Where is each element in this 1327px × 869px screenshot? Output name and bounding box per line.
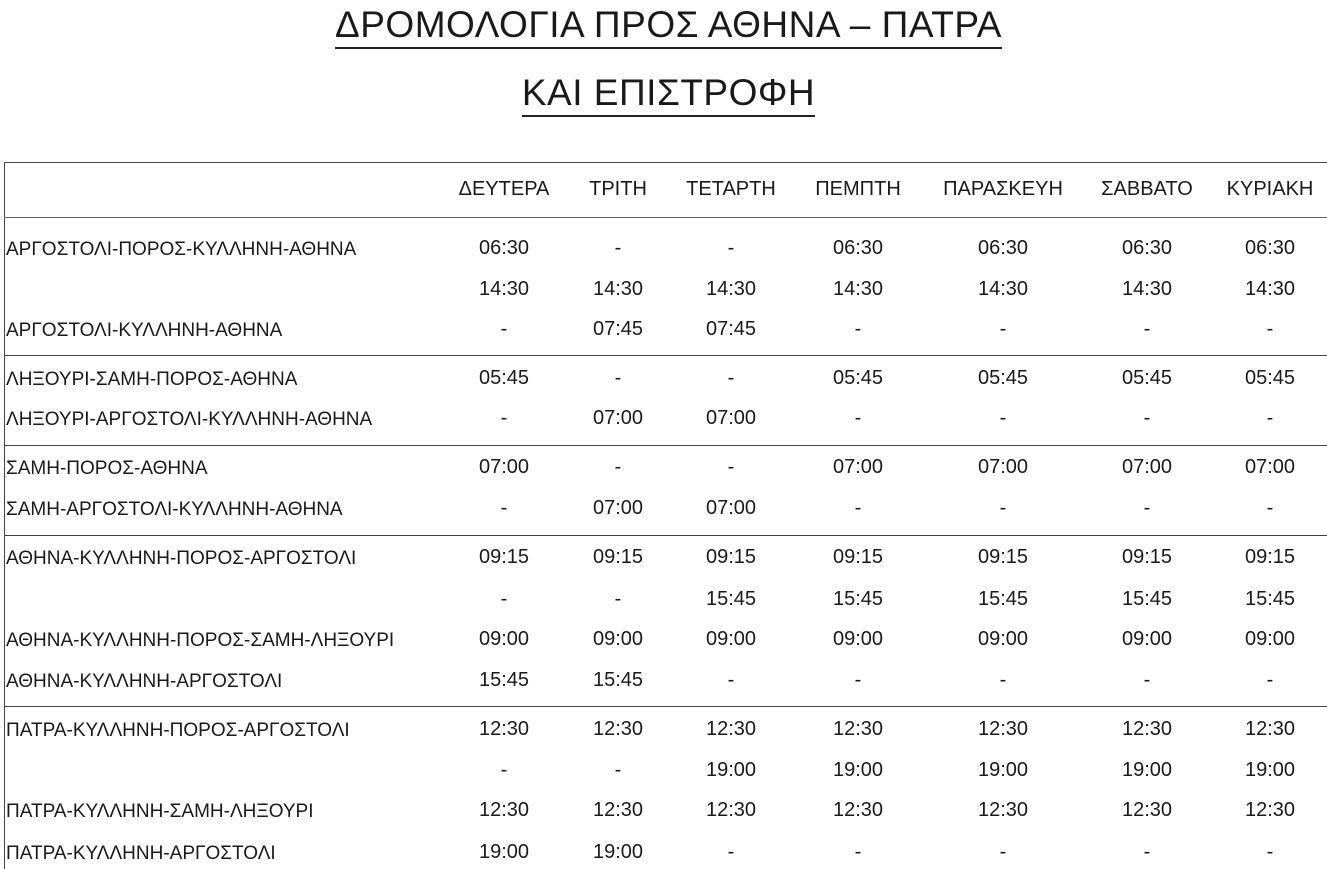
route-label: ΑΡΓΟΣΤΟΛΙ-ΚΥΛΛΗΝΗ-ΑΘΗΝΑ [6, 320, 283, 341]
time-cell: 12:30 [1244, 718, 1296, 740]
time-cell: 06:30 [832, 237, 884, 259]
time-cell: - [999, 669, 1007, 691]
time-cell: - [727, 841, 735, 863]
time-cell: 19:00 [1121, 759, 1173, 781]
time-cell: 09:15 [1244, 546, 1296, 568]
page-subtitle [0, 74, 1327, 117]
time-cell: 15:45 [977, 588, 1029, 610]
time-cell: 07:00 [592, 407, 644, 429]
time-cell: 07:00 [705, 497, 757, 519]
group-divider [4, 445, 1327, 446]
time-cell: - [1266, 669, 1274, 691]
day-header: ΤΕΤΑΡΤΗ [686, 178, 776, 200]
time-cell: 06:30 [977, 237, 1029, 259]
time-cell: 12:30 [478, 718, 530, 740]
time-cell: - [1143, 318, 1151, 340]
table-left-border [4, 162, 5, 869]
time-cell: - [614, 237, 622, 259]
time-cell: 15:45 [592, 669, 644, 691]
time-cell: 07:00 [478, 456, 530, 478]
day-header: ΠΕΜΠΤΗ [815, 178, 901, 200]
time-cell: 09:00 [592, 628, 644, 650]
time-cell: 12:30 [705, 718, 757, 740]
time-cell: 09:00 [705, 628, 757, 650]
time-cell: 07:00 [832, 456, 884, 478]
time-cell: 12:30 [1121, 718, 1173, 740]
time-cell: 09:00 [1244, 628, 1296, 650]
time-cell: 14:30 [977, 278, 1029, 300]
time-cell: 07:45 [705, 318, 757, 340]
route-label: ΑΘΗΝΑ-ΚΥΛΛΗΝΗ-ΑΡΓΟΣΤΟΛΙ [6, 671, 283, 692]
route-label: ΑΘΗΝΑ-ΚΥΛΛΗΝΗ-ΠΟΡΟΣ-ΣΑΜΗ-ΛΗΞΟΥΡΙ [6, 630, 395, 651]
page-title-line2: ΚΑΙ ΕΠΙΣΤΡΟΦΗ [522, 74, 815, 117]
time-cell: 09:15 [592, 546, 644, 568]
time-cell: 09:15 [478, 546, 530, 568]
time-cell: - [1266, 318, 1274, 340]
time-cell: - [999, 841, 1007, 863]
time-cell: - [727, 456, 735, 478]
time-cell: - [500, 588, 508, 610]
time-cell: - [854, 407, 862, 429]
time-cell: - [614, 588, 622, 610]
group-divider [4, 355, 1327, 356]
time-cell: 12:30 [705, 799, 757, 821]
day-header: ΠΑΡΑΣΚΕΥΗ [943, 178, 1063, 200]
time-cell: - [1266, 841, 1274, 863]
time-cell: 19:00 [592, 841, 644, 863]
route-label: ΠΑΤΡΑ-ΚΥΛΛΗΝΗ-ΠΟΡΟΣ-ΑΡΓΟΣΤΟΛΙ [6, 720, 350, 741]
time-cell: 19:00 [478, 841, 530, 863]
time-cell: - [999, 407, 1007, 429]
time-cell: 12:30 [1121, 799, 1173, 821]
time-cell: - [727, 669, 735, 691]
time-cell: - [1266, 497, 1274, 519]
time-cell: - [500, 759, 508, 781]
time-cell: 07:00 [1121, 456, 1173, 478]
time-cell: 05:45 [1244, 367, 1296, 389]
time-cell: - [614, 759, 622, 781]
time-cell: 19:00 [705, 759, 757, 781]
time-cell: 05:45 [832, 367, 884, 389]
time-cell: - [1266, 407, 1274, 429]
time-cell: 09:00 [478, 628, 530, 650]
time-cell: - [614, 456, 622, 478]
route-label: ΠΑΤΡΑ-ΚΥΛΛΗΝΗ-ΣΑΜΗ-ΛΗΞΟΥΡΙ [6, 801, 314, 822]
time-cell: - [854, 497, 862, 519]
time-cell: 05:45 [1121, 367, 1173, 389]
route-label: ΠΑΤΡΑ-ΚΥΛΛΗΝΗ-ΑΡΓΟΣΤΟΛΙ [6, 843, 276, 864]
route-label: ΛΗΞΟΥΡΙ-ΣΑΜΗ-ΠΟΡΟΣ-ΑΘΗΝΑ [6, 369, 298, 390]
table-top-border [4, 162, 1327, 163]
time-cell: 15:45 [1244, 588, 1296, 610]
time-cell: 12:30 [592, 799, 644, 821]
time-cell: - [500, 318, 508, 340]
time-cell: 15:45 [705, 588, 757, 610]
time-cell: 14:30 [832, 278, 884, 300]
time-cell: 14:30 [705, 278, 757, 300]
time-cell: 12:30 [832, 799, 884, 821]
time-cell: 12:30 [977, 718, 1029, 740]
time-cell: 09:00 [977, 628, 1029, 650]
route-label: ΑΘΗΝΑ-ΚΥΛΛΗΝΗ-ΠΟΡΟΣ-ΑΡΓΟΣΤΟΛΙ [6, 548, 357, 569]
time-cell: - [999, 497, 1007, 519]
time-cell: - [727, 367, 735, 389]
day-header: ΤΡΙΤΗ [589, 178, 647, 200]
time-cell: - [854, 318, 862, 340]
header-divider [4, 217, 1327, 218]
time-cell: - [854, 669, 862, 691]
time-cell: 06:30 [1121, 237, 1173, 259]
time-cell: - [1143, 407, 1151, 429]
time-cell: 15:45 [1121, 588, 1173, 610]
time-cell: 09:15 [832, 546, 884, 568]
time-cell: - [1143, 669, 1151, 691]
time-cell: 05:45 [478, 367, 530, 389]
day-header: ΔΕΥΤΕΡΑ [458, 178, 550, 200]
day-header: ΣΑΒΒΑΤΟ [1101, 178, 1193, 200]
time-cell: 07:00 [705, 407, 757, 429]
time-cell: 12:30 [832, 718, 884, 740]
page-title-line1: ΔΡΟΜΟΛΟΓΙΑ ΠΡΟΣ ΑΘΗΝΑ – ΠΑΤΡΑ [335, 6, 1002, 49]
time-cell: 07:00 [977, 456, 1029, 478]
time-cell: 12:30 [592, 718, 644, 740]
time-cell: 14:30 [478, 278, 530, 300]
time-cell: 05:45 [977, 367, 1029, 389]
time-cell: 14:30 [592, 278, 644, 300]
time-cell: 09:00 [1121, 628, 1173, 650]
time-cell: 19:00 [832, 759, 884, 781]
time-cell: - [854, 841, 862, 863]
time-cell: 09:15 [1121, 546, 1173, 568]
time-cell: 12:30 [478, 799, 530, 821]
time-cell: 07:45 [592, 318, 644, 340]
route-label: ΛΗΞΟΥΡΙ-ΑΡΓΟΣΤΟΛΙ-ΚΥΛΛΗΝΗ-ΑΘΗΝΑ [6, 409, 373, 430]
time-cell: 07:00 [1244, 456, 1296, 478]
time-cell: - [500, 407, 508, 429]
time-cell: 06:30 [1244, 237, 1296, 259]
time-cell: 09:15 [977, 546, 1029, 568]
time-cell: 06:30 [478, 237, 530, 259]
time-cell: - [1143, 497, 1151, 519]
time-cell: 14:30 [1121, 278, 1173, 300]
time-cell: 19:00 [977, 759, 1029, 781]
time-cell: - [999, 318, 1007, 340]
page-title [0, 6, 1327, 49]
time-cell: - [727, 237, 735, 259]
time-cell: - [500, 497, 508, 519]
route-label: ΣΑΜΗ-ΑΡΓΟΣΤΟΛΙ-ΚΥΛΛΗΝΗ-ΑΘΗΝΑ [6, 499, 343, 520]
time-cell: 15:45 [832, 588, 884, 610]
day-header: ΚΥΡΙΑΚΗ [1226, 178, 1314, 200]
time-cell: 12:30 [977, 799, 1029, 821]
time-cell: 09:00 [832, 628, 884, 650]
route-label: ΑΡΓΟΣΤΟΛΙ-ΠΟΡΟΣ-ΚΥΛΛΗΝΗ-ΑΘΗΝΑ [6, 239, 357, 260]
group-divider [4, 706, 1327, 707]
route-label: ΣΑΜΗ-ΠΟΡΟΣ-ΑΘΗΝΑ [6, 458, 208, 479]
time-cell: 09:15 [705, 546, 757, 568]
time-cell: - [614, 367, 622, 389]
group-divider [4, 535, 1327, 536]
time-cell: - [1143, 841, 1151, 863]
time-cell: 07:00 [592, 497, 644, 519]
time-cell: 14:30 [1244, 278, 1296, 300]
time-cell: 15:45 [478, 669, 530, 691]
time-cell: 12:30 [1244, 799, 1296, 821]
time-cell: 19:00 [1244, 759, 1296, 781]
